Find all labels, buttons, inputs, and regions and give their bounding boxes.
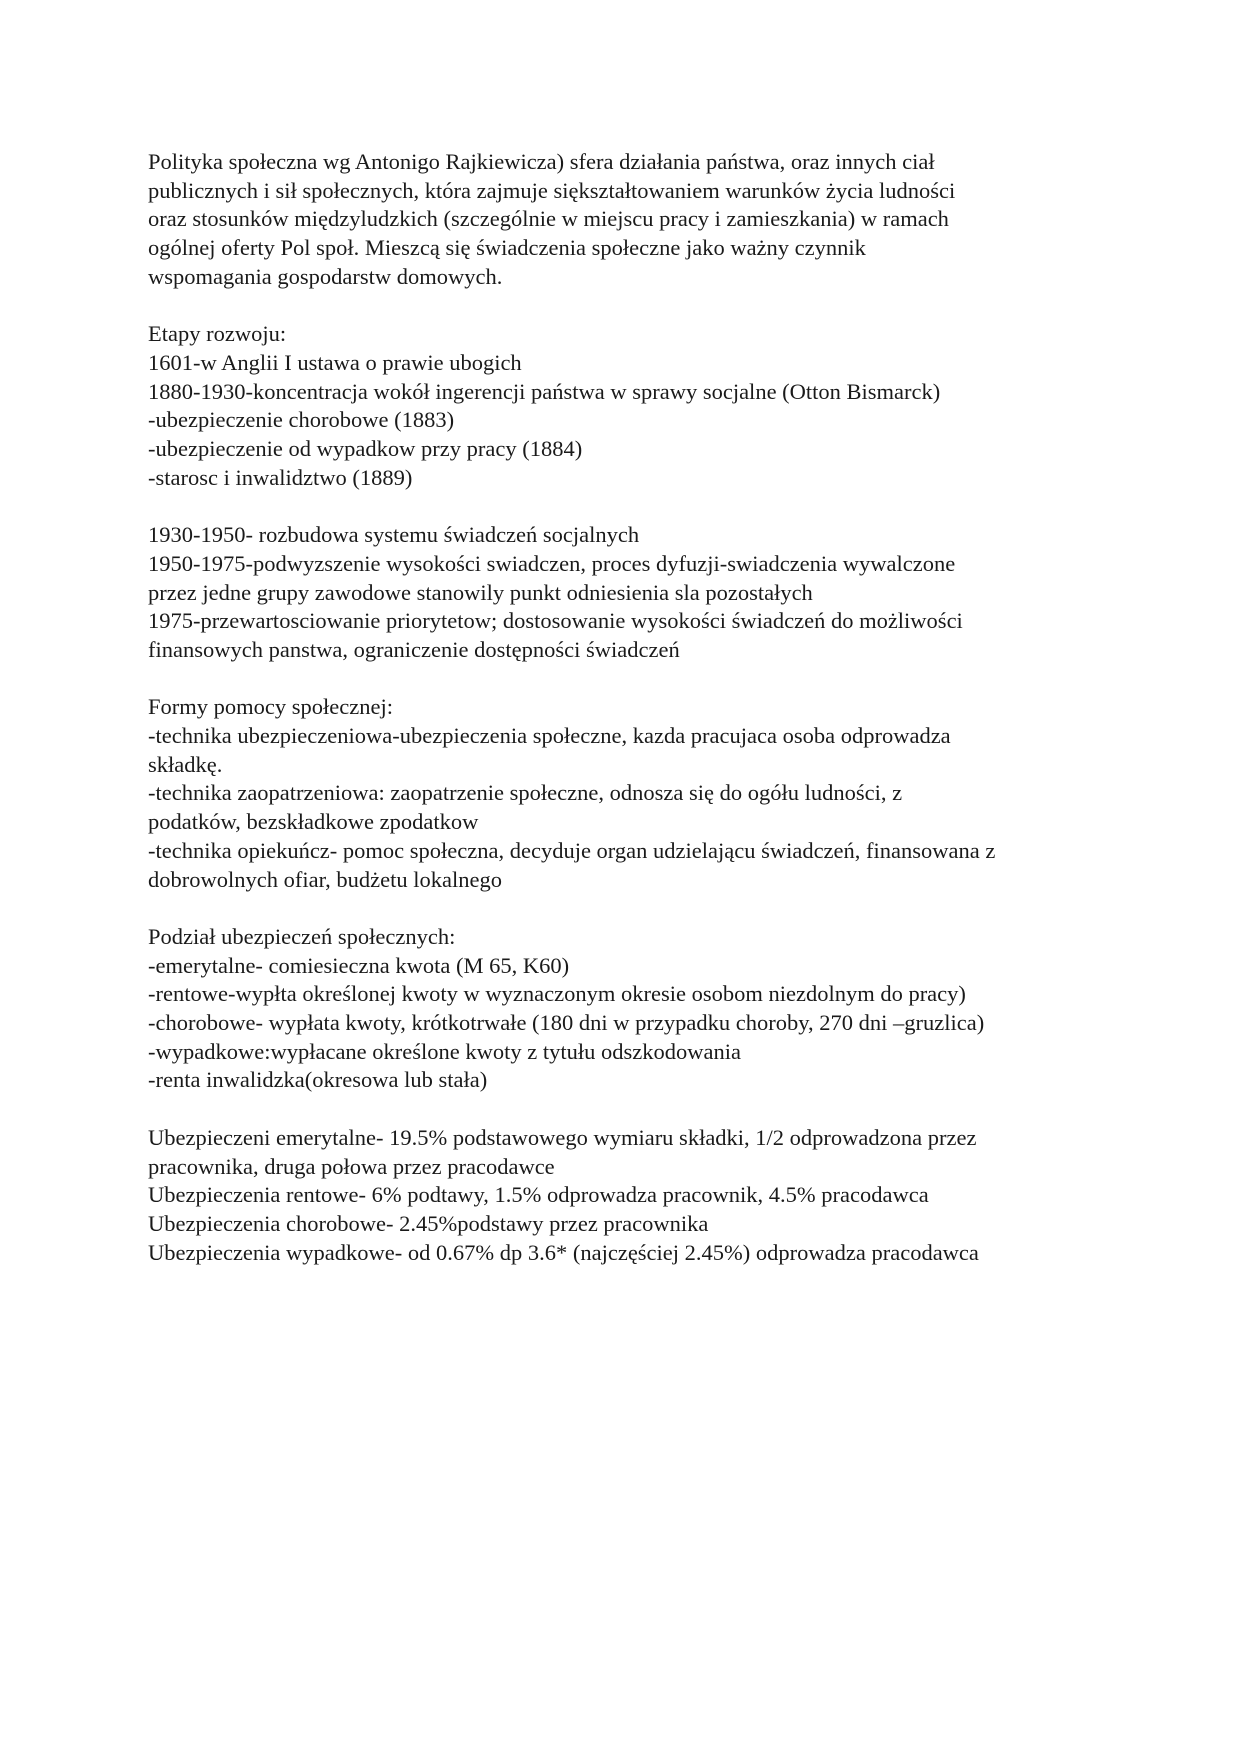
periods-section bbox=[148, 521, 1108, 665]
stages-section bbox=[148, 320, 1108, 492]
text-line: Ubezpieczenia rentowe- 6% podtawy, 1.5% odprowadza pracownik, 4.5% pracodawca bbox=[148, 1182, 929, 1208]
list-item: -renta inwalidzka(okresowa lub stała) bbox=[148, 1067, 488, 1093]
list-item: -ubezpieczenie chorobowe (1883) bbox=[148, 407, 455, 433]
division-section bbox=[148, 923, 1108, 1095]
text-line: wspomagania gospodarstw domowych. bbox=[148, 263, 503, 289]
text-line: pracownika, druga połowa przez pracodawce bbox=[148, 1153, 555, 1179]
list-item: -ubezpieczenie od wypadkow przy pracy (1884) bbox=[148, 436, 583, 462]
text-line: Polityka społeczna wg Antonigo Rajkiewicza) sfera działania państwa, oraz innych ciał bbox=[148, 149, 935, 174]
text-line: 1880-1930-koncentracja wokół ingerencji państwa w sprawy socjalne (Otton Bismarck) bbox=[148, 378, 941, 404]
section-heading: Etapy rozwoju: bbox=[148, 321, 287, 347]
text-line: 1950-1975-podwyzszenie wysokości swiadczen, proces dyfuzji-swiadczenia wywalczone bbox=[148, 550, 956, 576]
section-heading: Formy pomocy społecznej: bbox=[148, 694, 393, 720]
text-line: oraz stosunków międzyludzkich (szczególnie w miejscu pracy i zamieszkania) w ramach bbox=[148, 206, 949, 232]
text-line: podatków, bezskładkowe zpodatkow bbox=[148, 809, 479, 835]
text-line: Ubezpieczenia chorobowe- 2.45%podstawy przez pracownika bbox=[148, 1210, 709, 1236]
rates-section bbox=[148, 1124, 1108, 1268]
text-line: Ubezpieczenia wypadkowe- od 0.67% dp 3.6* (najczęściej 2.45%) odprowadza pracodawca bbox=[148, 1239, 979, 1265]
text-line: składkę. bbox=[148, 751, 223, 777]
text-line: dobrowolnych ofiar, budżetu lokalnego bbox=[148, 866, 503, 892]
list-item: -rentowe-wypłta określonej kwoty w wyznaczonym okresie osobom niezdolnym do pracy) bbox=[148, 981, 966, 1007]
intro-paragraph bbox=[148, 148, 1108, 292]
list-item: -wypadkowe:wypłacane określone kwoty z tytułu odszkodowania bbox=[148, 1038, 741, 1064]
text-line: 1975-przewartosciowanie priorytetow; dostosowanie wysokości świadczeń do możliwości bbox=[148, 608, 963, 634]
text-line: ogólnej oferty Pol społ. Mieszcą się świadczenia społeczne jako ważny czynnik bbox=[148, 235, 866, 261]
list-item: -technika ubezpieczeniowa-ubezpieczenia społeczne, kazda pracujaca osoba odprowadza bbox=[148, 723, 951, 749]
list-item: -technika opiekuńcz- pomoc społeczna, decyduje organ udzielającu świadczeń, finansowana z bbox=[148, 837, 996, 863]
list-item: -emerytalne- comiesieczna kwota (M 65, K60) bbox=[148, 952, 570, 978]
text-line: finansowych panstwa, ograniczenie dostępności świadczeń bbox=[148, 636, 680, 662]
forms-section bbox=[148, 693, 1108, 894]
list-item: -technika zaopatrzeniowa: zaopatrzenie społeczne, odnosza się do ogółu ludności, z bbox=[148, 780, 903, 806]
text-line: 1930-1950- rozbudowa systemu świadczeń socjalnych bbox=[148, 522, 640, 548]
text-line: 1601-w Anglii I ustawa o prawie ubogich bbox=[148, 349, 522, 375]
document-body bbox=[148, 148, 1108, 1296]
text-line: przez jedne grupy zawodowe stanowily punkt odniesienia sla pozostałych bbox=[148, 579, 813, 605]
text-line: publicznych i sił społecznych, która zajmuje siękształtowaniem warunków życia ludności bbox=[148, 177, 956, 203]
list-item: -chorobowe- wypłata kwoty, krótkotrwałe (180 dni w przypadku choroby, 270 dni –gruzlica) bbox=[148, 1010, 985, 1036]
text-line: Ubezpieczeni emerytalne- 19.5% podstawowego wymiaru składki, 1/2 odprowadzona przez bbox=[148, 1124, 977, 1150]
list-item: -starosc i inwalidztwo (1889) bbox=[148, 464, 413, 490]
section-heading: Podział ubezpieczeń społecznych: bbox=[148, 923, 456, 949]
